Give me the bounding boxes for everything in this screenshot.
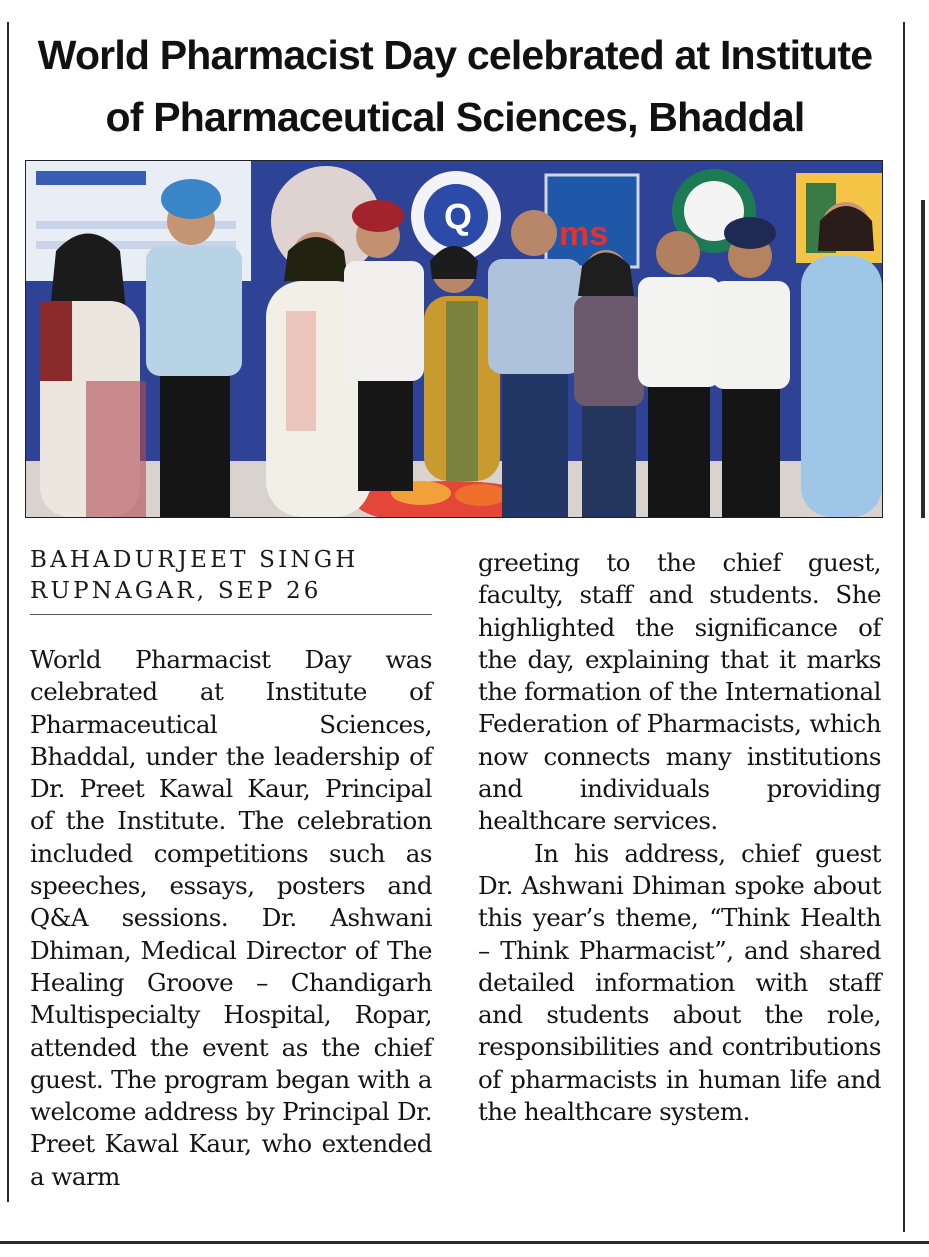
logo-glyph: Q <box>444 196 473 237</box>
byline-dateline: RUPNAGAR, SEP 26 <box>30 578 322 604</box>
bottom-rule <box>0 1241 929 1244</box>
left-column-rule <box>7 22 9 1202</box>
group-photo-illustration <box>26 161 882 517</box>
banner-logo-text: ms <box>559 215 609 253</box>
byline-rule <box>30 614 432 615</box>
article-column-2 <box>478 547 881 1128</box>
body-paragraph-1: World Pharmacist Day was celebrated at Institute of Pharmaceutical Sciences, Bhaddal, under the leadership of Dr. Preet Kawal Kaur, Principal of the Institute. The celebration included competitions such as speeches, essays, posters and Q&A sessions. Dr. Ashwani Dhiman, Medical Director of The Healing Groove – Chandigarh Multispecialty Hospital, Ropar, attended the event as the chief guest. The program began with a welcome address by Principal Dr. Preet Kawal Kaur, who extended a warm <box>30 645 432 1191</box>
article-column-1 <box>30 644 432 1193</box>
page-edge-rule <box>921 200 925 518</box>
right-column-rule <box>903 22 905 1232</box>
byline-author: BAHADURJEET SINGH <box>30 547 359 573</box>
headline-line-2: of Pharmaceutical Sciences, Bhaddal <box>105 94 805 140</box>
group-photo <box>25 160 883 518</box>
headline-line-1: World Pharmacist Day celebrated at Institute <box>37 32 873 78</box>
byline <box>30 545 435 607</box>
body-paragraph-3: In his address, chief guest Dr. Ashwani Dhiman spoke about this year’s theme, “Think Health – Think Pharmacist”, and shared detailed information with staff and students about the role, responsibilities and contributions of pharmacists in human life and the healthcare system. <box>478 838 881 1127</box>
headline <box>20 24 890 148</box>
body-paragraph-2: greeting to the chief guest, faculty, staff and students. She highlighted the significance of the day, explaining that it marks the formation of the International Federation of Pharmacists, which now connects many institutions and individuals providing healthcare services. <box>478 548 881 836</box>
